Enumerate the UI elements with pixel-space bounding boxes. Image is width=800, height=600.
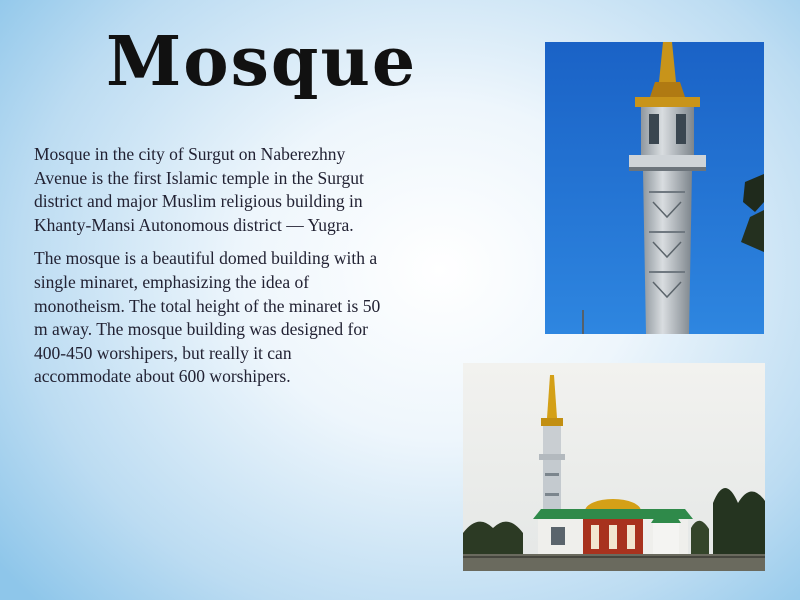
minaret-photo	[545, 42, 764, 334]
paragraph-description: The mosque is a beautiful domed building with a single minaret, emphasizing the idea of monotheism. The total height of the minaret is 50 m away. The mosque building was designed for 400-450 worshipers, but really it can accommodate about 600 worshipers.	[34, 248, 381, 387]
minaret-photo-image	[545, 42, 764, 334]
slide-title: Mosque	[106, 22, 418, 102]
paragraph-intro: Mosque in the city of Surgut on Naberezhny Avenue is the first Islamic temple in the Surgut district and major Muslim religious building in Khanty-Mansi Autonomous district — Yugra.	[34, 144, 364, 235]
slide-body	[34, 143, 384, 399]
mosque-building-photo	[463, 363, 765, 571]
mosque-building-photo-image	[463, 363, 765, 571]
